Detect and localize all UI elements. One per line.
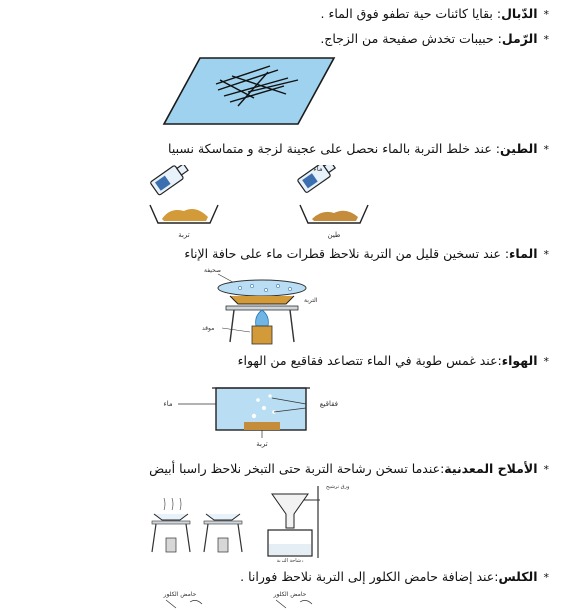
term-sand: الرّمل xyxy=(501,31,538,46)
bullet-icon: * xyxy=(543,463,549,476)
funnel-icon xyxy=(272,494,308,528)
bullet-icon: * xyxy=(543,571,549,584)
bullet-icon: * xyxy=(543,143,549,156)
term-air: الهواء xyxy=(501,353,538,368)
label-water-air: ماء xyxy=(163,400,173,408)
bottle-left xyxy=(150,165,190,195)
label-plate: صحيفة xyxy=(204,267,222,274)
label-acid-1: حامض الكلور xyxy=(163,591,197,598)
water-heating-figure xyxy=(200,266,320,348)
desc-air: :عند غمس طوبة في الماء تتصاعد فقاقيع من الهواء xyxy=(237,353,502,368)
acid-figure xyxy=(150,588,350,610)
item-humus xyxy=(321,6,549,23)
bullet-icon: * xyxy=(543,355,549,368)
label-soil: التربة xyxy=(304,297,318,304)
desc-water: : عند تسخين قليل من التربة نلاحظ قطرات ماء على حافة الإناء xyxy=(184,246,510,261)
glass-plate-figure xyxy=(158,50,340,132)
term-clay: الطين xyxy=(499,141,538,156)
evaporation-setup-2 xyxy=(204,514,242,552)
desc-clay: : عند خلط التربة بالماء نحصل على عجينة لزجة و متماسكة نسبيا xyxy=(168,141,500,156)
label-acid-2: حامض الكلور xyxy=(273,591,307,598)
mineral-salts-figure xyxy=(140,480,360,562)
bullet-icon: * xyxy=(543,248,549,261)
glass-cover xyxy=(218,280,306,296)
label-soil-air: تربة xyxy=(256,440,268,448)
soil-bowl-left xyxy=(150,205,218,223)
evaporation-setup-1 xyxy=(152,498,190,552)
label-filtrate: رشاحة التربة xyxy=(276,558,304,562)
flame-icon xyxy=(256,310,269,326)
label-burner: موقد xyxy=(202,325,215,332)
term-humus: الدّبال xyxy=(501,6,538,21)
clay-bowl-right xyxy=(300,205,368,223)
filtration-setup xyxy=(268,484,350,562)
term-limestone: الكلس xyxy=(498,569,538,584)
desc-limestone: :عند إضافة حامض الكلور إلى التربة نلاحظ فورانا . xyxy=(240,569,499,584)
label-bubbles: فقاقيع xyxy=(319,400,338,408)
desc-sand: : حبيبات تخدش صفيحة من الزجاج. xyxy=(320,31,502,46)
desc-mineral-salts: :عندما تسخن رشاحة التربة حتى التبخر نلاحظ راسبا أبيض xyxy=(149,461,445,476)
label-soil-left: تربة xyxy=(178,231,190,239)
label-clay-right: طين xyxy=(327,231,341,239)
item-air xyxy=(238,353,549,370)
term-water: الماء xyxy=(509,246,538,261)
bullet-icon: * xyxy=(543,33,549,46)
bullet-icon: * xyxy=(543,8,549,21)
item-mineral-salts xyxy=(149,461,549,478)
term-mineral-salts: الأملاح المعدنية xyxy=(444,461,538,476)
air-bubbles-figure xyxy=(150,380,350,448)
clay-figure xyxy=(140,165,380,243)
desc-humus: : بقايا كائنات حية تطفو فوق الماء . xyxy=(320,6,502,21)
item-sand xyxy=(320,31,549,48)
item-clay xyxy=(168,141,549,158)
item-water xyxy=(184,246,549,263)
label-water-bottle: ماء xyxy=(313,165,323,173)
label-filter-paper: ورق ترشيح xyxy=(326,484,350,490)
item-limestone xyxy=(240,569,549,586)
